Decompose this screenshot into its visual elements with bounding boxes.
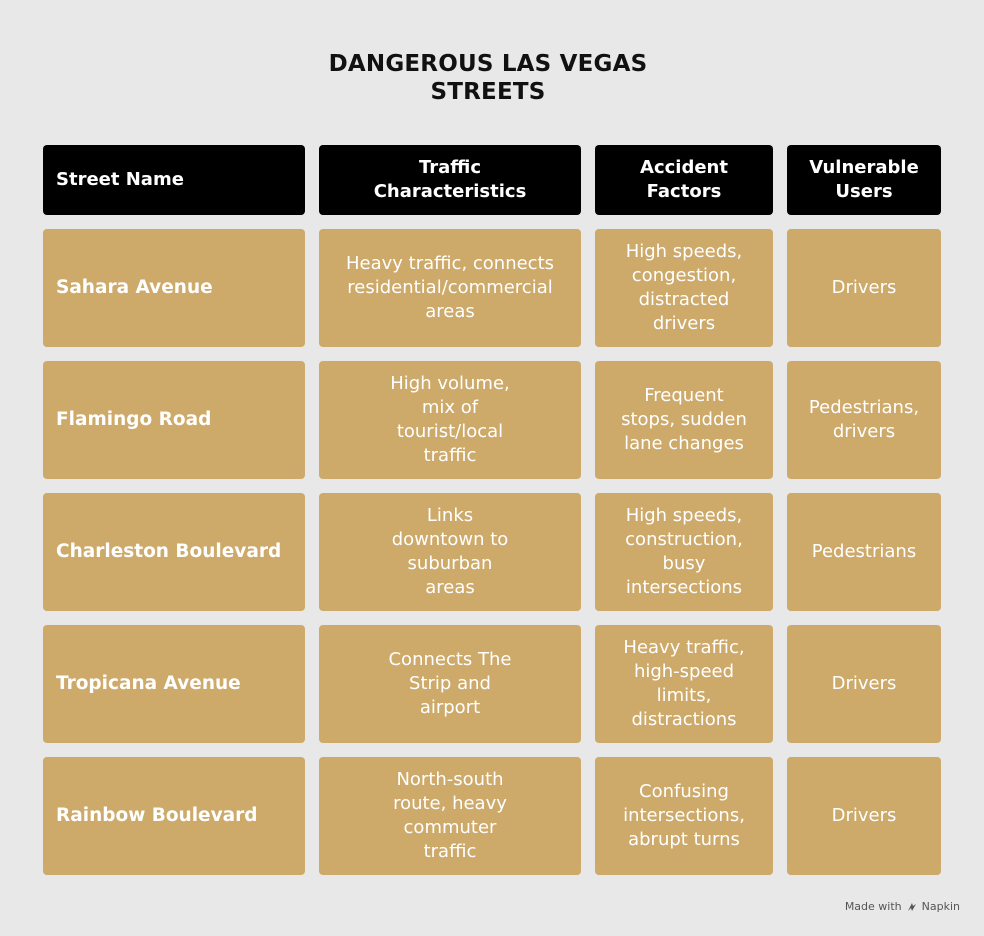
traffic-line: High volume, (390, 373, 510, 394)
traffic-line: commuter (403, 817, 497, 838)
accident-line: distractions (631, 709, 737, 730)
street-name: Sahara Avenue (56, 277, 213, 298)
header-street-name-label: Street Name (56, 169, 184, 190)
table-row-traffic (319, 757, 581, 875)
made-with-napkin (845, 900, 960, 913)
accident-line: abrupt turns (628, 829, 740, 850)
accident-line: Heavy traffic, (623, 637, 745, 658)
table-row-users (787, 493, 941, 611)
table-row-accident (595, 493, 773, 611)
made-with-label: Made with (844, 900, 902, 913)
traffic-line: tourist/local (396, 421, 504, 442)
table-row-traffic (319, 493, 581, 611)
accident-line: Confusing (639, 781, 729, 802)
users-line: Pedestrians (811, 541, 917, 562)
page-title (0, 50, 976, 106)
accident-line: intersections (625, 577, 743, 598)
accident-line: drivers (652, 313, 716, 334)
traffic-line: route, heavy (393, 793, 507, 814)
header-traffic-line: Traffic (418, 157, 482, 178)
table-row-users (787, 625, 941, 743)
table-row-accident (595, 229, 773, 347)
table-row-users (787, 229, 941, 347)
traffic-line: areas (425, 301, 475, 322)
table-row-accident (595, 757, 773, 875)
accident-line: construction, (625, 529, 743, 550)
traffic-line: North-south (396, 769, 504, 790)
traffic-line: airport (419, 697, 481, 718)
users-line: Drivers (831, 805, 897, 826)
header-vulnerable-users (787, 145, 941, 215)
accident-line: lane changes (624, 433, 744, 454)
traffic-line: mix of (421, 397, 479, 418)
header-accident-line: Accident (640, 157, 728, 178)
page-title-line-1: DANGEROUS LAS VEGAS (328, 51, 648, 77)
napkin-logo-icon (906, 901, 918, 913)
table-row-accident (595, 625, 773, 743)
table-row-street (43, 361, 305, 479)
table-row-street (43, 493, 305, 611)
accident-line: Frequent (644, 385, 724, 406)
accident-line: distracted (638, 289, 730, 310)
street-name: Rainbow Boulevard (56, 805, 258, 826)
table-row-traffic (319, 361, 581, 479)
accident-line: limits, (656, 685, 712, 706)
traffic-line: downtown to (391, 529, 509, 550)
street-name: Flamingo Road (56, 409, 212, 430)
users-line: Pedestrians, (808, 397, 920, 418)
table-row-users (787, 361, 941, 479)
accident-line: intersections, (623, 805, 745, 826)
traffic-line: Heavy traffic, connects (345, 253, 555, 274)
traffic-line: traffic (423, 841, 477, 862)
table-row-users (787, 757, 941, 875)
table-row-traffic (319, 229, 581, 347)
traffic-line: Strip and (409, 673, 491, 694)
street-name: Charleston Boulevard (56, 541, 282, 562)
accident-line: high-speed (633, 661, 735, 682)
traffic-line: Connects The (388, 649, 512, 670)
street-name: Tropicana Avenue (56, 673, 241, 694)
traffic-line: suburban (407, 553, 493, 574)
users-line: drivers (832, 421, 896, 442)
traffic-line: residential/commercial (347, 277, 553, 298)
users-line: Drivers (831, 673, 897, 694)
table-row-traffic (319, 625, 581, 743)
header-accident-line: Factors (646, 181, 722, 202)
table-row-street (43, 229, 305, 347)
traffic-line: traffic (423, 445, 477, 466)
accident-line: High speeds, (625, 505, 743, 526)
traffic-line: areas (425, 577, 475, 598)
table-row-accident (595, 361, 773, 479)
header-users-line: Vulnerable (809, 157, 919, 178)
traffic-line: Links (426, 505, 474, 526)
header-traffic-line: Characteristics (373, 181, 527, 202)
table-row-street (43, 625, 305, 743)
header-street-name (43, 145, 305, 215)
accident-line: High speeds, (625, 241, 743, 262)
users-line: Drivers (831, 277, 897, 298)
table-row-street (43, 757, 305, 875)
header-accident-factors (595, 145, 773, 215)
accident-line: busy (662, 553, 706, 574)
header-traffic-characteristics (319, 145, 581, 215)
header-users-line: Users (835, 181, 893, 202)
page-title-line-2: STREETS (430, 79, 546, 105)
accident-line: congestion, (631, 265, 737, 286)
accident-line: stops, sudden (621, 409, 747, 430)
napkin-brand-label: Napkin (921, 900, 960, 913)
